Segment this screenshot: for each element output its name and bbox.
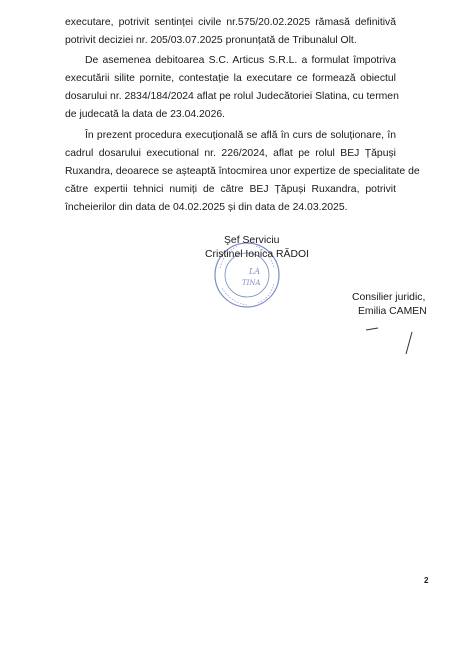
text-line: potrivit deciziei nr. 205/03.07.2025 pronunțată de Tribunalul Olt. [65, 35, 357, 46]
text-line: către expertii tehnici numiți de către BEJ Țăpuși Ruxandra, potrivit [65, 184, 396, 195]
text-line: executării silite pornite, contestație la executare ce formează obiectul [65, 73, 396, 84]
text-line: încheierilor din data de 04.02.2025 și din data de 24.03.2025. [65, 202, 348, 213]
stamp-text-line2: TINA [242, 279, 261, 287]
text-line: dosarului nr. 2834/184/2024 aflat pe rolul Judecătoriei Slatina, cu termen [65, 91, 399, 102]
stamp-text-line1: LA [249, 267, 261, 276]
handwritten-signature-icon [360, 318, 430, 358]
paragraph-procedure-status [65, 127, 420, 217]
chief-name: Cristinel Ionica RĂDOI [205, 249, 309, 260]
text-line: de judecată la data de 23.04.2026. [65, 109, 226, 120]
counsel-title: Consilier juridic, [352, 292, 426, 303]
text-line: De asemenea debitoarea S.C. Articus S.R.L. a formulat împotriva [85, 55, 396, 66]
text-line: Ruxandra, deoarece se așteaptă întocmirea unor expertize de specialitate de [65, 166, 420, 177]
counsel-name: Emilia CAMEN [358, 306, 427, 317]
page-number: 2 [424, 576, 429, 585]
paragraph-debtor-contestation [65, 52, 399, 124]
text-line: executare, potrivit sentinței civile nr.575/20.02.2025 rămasă definitivă [65, 17, 396, 28]
chief-title: Şef Serviciu [224, 235, 280, 246]
paragraph-execution-sentence [65, 14, 396, 50]
text-line: cadrul dosarului executional nr. 226/2024, aflat pe rolul BEJ Țăpuși [65, 148, 396, 159]
text-line: În prezent procedura execuțională se află în curs de soluționare, în [85, 130, 396, 141]
